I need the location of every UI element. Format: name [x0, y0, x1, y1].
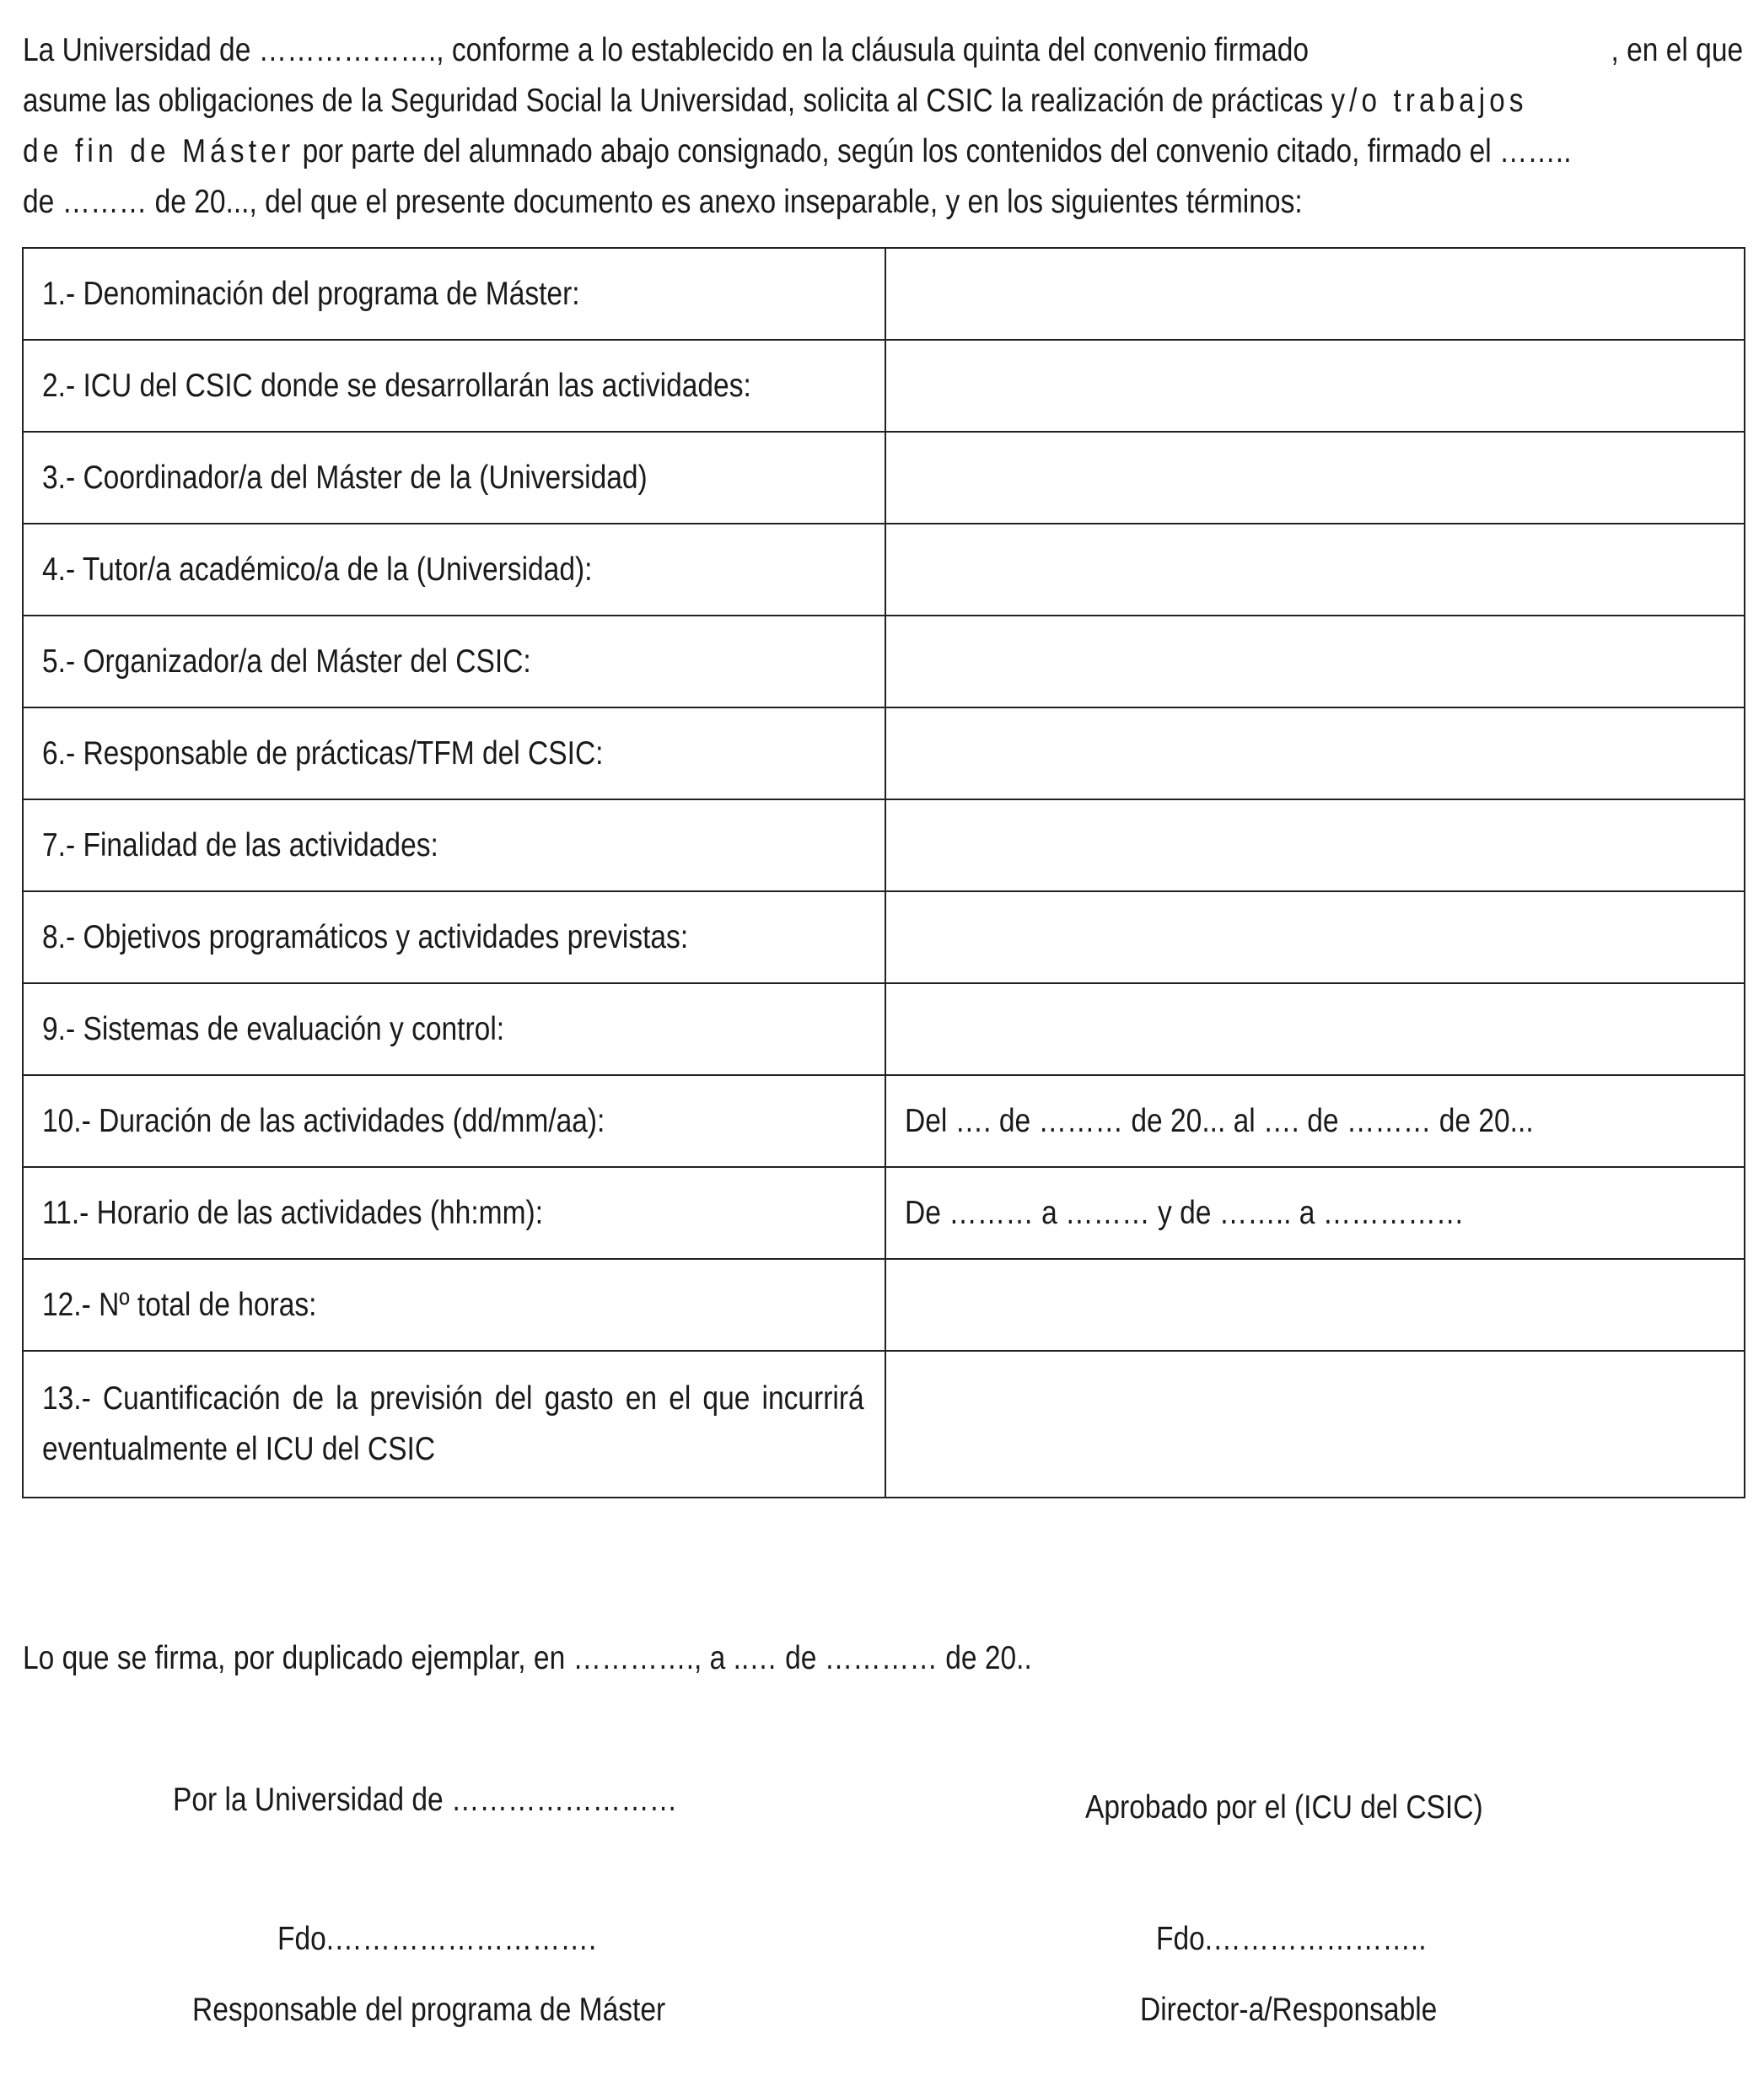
- row-label: 10.- Duración de las actividades (dd/mm/aa):: [42, 1102, 605, 1139]
- left-signature-role: [192, 1992, 743, 2029]
- row-value-cell[interactable]: [885, 616, 1745, 707]
- table-row: [23, 248, 1745, 340]
- row-label-cell: [23, 799, 885, 891]
- row-label: 13.- Cuantificación de la previsión del gasto en el que incurrirá eventualmente el ICU del CSIC: [42, 1380, 864, 1467]
- row-label: 1.- Denominación del programa de Máster:: [42, 275, 580, 312]
- left-signature-heading: [173, 1782, 760, 1819]
- right-signature-heading: [1085, 1789, 1547, 1826]
- row-label: 11.- Horario de las actividades (hh:mm):: [42, 1194, 544, 1231]
- table-row: [23, 1167, 1745, 1259]
- intro-line-3-a: de fin de Máster: [23, 133, 295, 169]
- signed-line: [23, 1640, 1197, 1677]
- row-value-cell[interactable]: [885, 340, 1745, 432]
- left-signature-role-text: Responsable del programa de Máster: [192, 1992, 666, 2028]
- intro-line-1-right: , en el que: [1611, 32, 1743, 68]
- row-label-cell: [23, 1075, 885, 1167]
- row-value: Del …. de ……… de 20... al …. de ……… de 20...: [905, 1102, 1534, 1139]
- table-row: [23, 1259, 1745, 1351]
- row-label: 8.- Objetivos programáticos y actividades previstas:: [42, 918, 689, 955]
- right-signature-fdo: [1156, 1921, 1471, 1958]
- row-value-cell[interactable]: [885, 1075, 1745, 1167]
- intro-line-4-text: de ……… de 20..., del que el presente documento es anexo inseparable, y en los siguientes términos:: [23, 184, 1303, 220]
- row-label: 5.- Organizador/a del Máster del CSIC:: [42, 643, 531, 680]
- row-value-cell[interactable]: [885, 248, 1745, 340]
- intro-line-2: [23, 76, 1743, 126]
- row-label-cell: [23, 891, 885, 983]
- row-label-cell: [23, 1351, 885, 1498]
- left-signature-fdo-text: Fdo.……………………….: [277, 1921, 597, 1957]
- left-signature-fdo: [277, 1921, 648, 1958]
- row-label: 12.- Nº total de horas:: [42, 1286, 317, 1323]
- row-value-cell[interactable]: [885, 707, 1745, 799]
- right-signature-role: [1140, 1992, 1486, 2029]
- left-signature-heading-text: Por la Universidad de ……………………: [173, 1782, 678, 1818]
- row-value-cell[interactable]: [885, 1259, 1745, 1351]
- row-value-cell[interactable]: [885, 983, 1745, 1075]
- intro-line-3-b: por parte del alumnado abajo consignado, según los contenidos del convenio citado, firmado el ……..: [294, 133, 1572, 169]
- row-label-cell: [23, 432, 885, 524]
- intro-line-1: [23, 25, 1743, 76]
- table-row: [23, 524, 1745, 616]
- table-row: [23, 799, 1745, 891]
- right-signature-fdo-text: Fdo.…………………..: [1156, 1921, 1427, 1957]
- right-signature-heading-text: Aprobado por el (ICU del CSIC): [1085, 1789, 1483, 1826]
- table-row: [23, 340, 1745, 432]
- row-label: 6.- Responsable de prácticas/TFM del CSIC:: [42, 734, 604, 772]
- row-label-cell: [23, 1167, 885, 1259]
- signed-line-text: Lo que se firma, por duplicado ejemplar, en …………., a ..… de ………… de 20..: [23, 1640, 1032, 1676]
- row-label: 2.- ICU del CSIC donde se desarrollarán las actividades:: [42, 367, 751, 404]
- terms-table: [22, 247, 1745, 1498]
- table-row: [23, 1351, 1745, 1498]
- table-row: [23, 1075, 1745, 1167]
- row-value-cell[interactable]: [885, 432, 1745, 524]
- intro-line-4: [23, 177, 1743, 228]
- row-label-cell: [23, 340, 885, 432]
- table-row: [23, 983, 1745, 1075]
- row-label-cell: [23, 616, 885, 707]
- row-value-cell[interactable]: [885, 1351, 1745, 1498]
- intro-line-2-text: [23, 76, 1528, 126]
- intro-line-3-text: [23, 126, 1571, 177]
- row-value-cell[interactable]: [885, 524, 1745, 616]
- terms-table-body: [23, 248, 1745, 1498]
- row-value: De ……… a ……… y de …….. a ……………: [905, 1194, 1465, 1231]
- row-value-cell[interactable]: [885, 1167, 1745, 1259]
- row-value-cell[interactable]: [885, 799, 1745, 891]
- row-label: 9.- Sistemas de evaluación y control:: [42, 1010, 505, 1047]
- row-label-cell: [23, 524, 885, 616]
- table-row: [23, 616, 1745, 707]
- intro-line-3: [23, 126, 1743, 177]
- row-label: 7.- Finalidad de las actividades:: [42, 826, 438, 863]
- table-row: [23, 432, 1745, 524]
- intro-line-2-b: y/o trabajos: [1331, 83, 1528, 119]
- row-label-cell: [23, 248, 885, 340]
- row-label-cell: [23, 707, 885, 799]
- intro-line-2-a: asume las obligaciones de la Seguridad Social la Universidad, solicita al CSIC la realización de prácticas: [23, 83, 1331, 119]
- table-row: [23, 707, 1745, 799]
- row-label: 4.- Tutor/a académico/a de la (Universidad):: [42, 551, 593, 588]
- row-label-cell: [23, 1259, 885, 1351]
- table-row: [23, 891, 1745, 983]
- right-signature-role-text: Director-a/Responsable: [1140, 1992, 1438, 2028]
- row-label-cell: [23, 983, 885, 1075]
- row-value-cell[interactable]: [885, 891, 1745, 983]
- intro-paragraph: [23, 25, 1743, 228]
- row-label: 3.- Coordinador/a del Máster de la (Universidad): [42, 459, 648, 496]
- intro-line-1-left: La Universidad de ………………., conforme a lo establecido en la cláusula quinta del convenio firmado: [23, 32, 1310, 68]
